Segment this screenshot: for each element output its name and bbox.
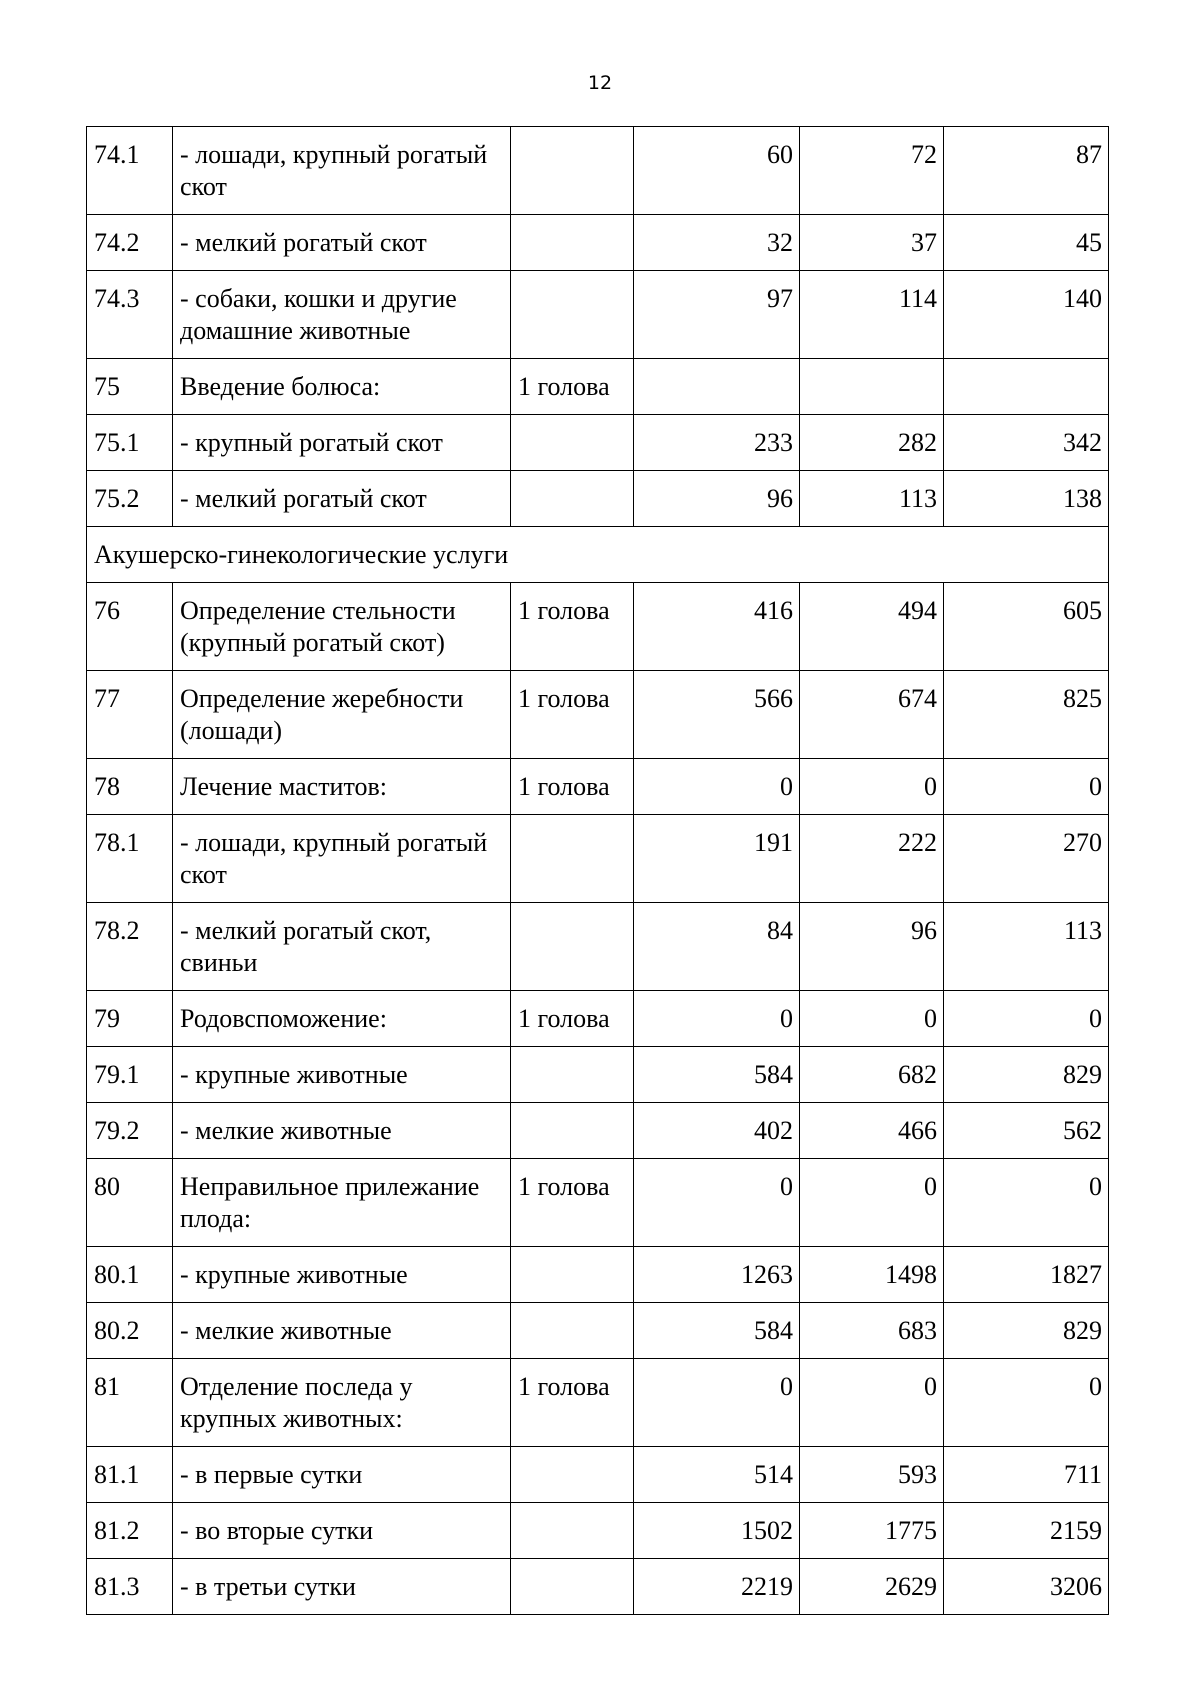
unit-cell: 1 голова — [511, 583, 634, 671]
unit-cell — [511, 1303, 634, 1359]
service-name-cell: Родовспоможение: — [173, 991, 511, 1047]
table-row — [87, 903, 1109, 991]
price-cell-1: 32 — [634, 215, 800, 271]
price-cell-2: 1775 — [800, 1503, 944, 1559]
unit-cell: 1 голова — [511, 1159, 634, 1247]
service-name-cell: - мелкий рогатый скот — [173, 471, 511, 527]
table-row — [87, 1159, 1109, 1247]
price-cell-1: 0 — [634, 1159, 800, 1247]
price-cell-2: 593 — [800, 1447, 944, 1503]
price-cell-3 — [944, 359, 1109, 415]
price-cell-3: 0 — [944, 1359, 1109, 1447]
price-cell-3: 829 — [944, 1303, 1109, 1359]
unit-cell — [511, 1559, 634, 1615]
table-row — [87, 583, 1109, 671]
price-cell-1: 0 — [634, 1359, 800, 1447]
table-row — [87, 415, 1109, 471]
price-cell-3: 270 — [944, 815, 1109, 903]
item-number-cell: 81 — [87, 1359, 173, 1447]
table-row — [87, 815, 1109, 903]
table-row — [87, 471, 1109, 527]
price-cell-1: 2219 — [634, 1559, 800, 1615]
price-cell-3: 113 — [944, 903, 1109, 991]
unit-cell: 1 голова — [511, 991, 634, 1047]
price-cell-2: 113 — [800, 471, 944, 527]
unit-cell — [511, 215, 634, 271]
service-name-cell: - в третьи сутки — [173, 1559, 511, 1615]
price-cell-2: 96 — [800, 903, 944, 991]
price-cell-3: 342 — [944, 415, 1109, 471]
price-cell-2: 1498 — [800, 1247, 944, 1303]
item-number-cell: 74.2 — [87, 215, 173, 271]
table-row — [87, 215, 1109, 271]
unit-cell — [511, 1103, 634, 1159]
service-name-cell: - мелкий рогатый скот, свиньи — [173, 903, 511, 991]
price-cell-2: 674 — [800, 671, 944, 759]
price-cell-3: 0 — [944, 1159, 1109, 1247]
service-name-cell: Неправильное прилежание плода: — [173, 1159, 511, 1247]
item-number-cell: 79.1 — [87, 1047, 173, 1103]
service-name-cell: Лечение маститов: — [173, 759, 511, 815]
item-number-cell: 74.1 — [87, 127, 173, 215]
table-row — [87, 991, 1109, 1047]
price-cell-3: 45 — [944, 215, 1109, 271]
service-name-cell: - крупный рогатый скот — [173, 415, 511, 471]
price-cell-3: 711 — [944, 1447, 1109, 1503]
price-cell-1: 402 — [634, 1103, 800, 1159]
table-row — [87, 671, 1109, 759]
price-cell-1: 97 — [634, 271, 800, 359]
item-number-cell: 75 — [87, 359, 173, 415]
table-row — [87, 1247, 1109, 1303]
price-cell-3: 825 — [944, 671, 1109, 759]
item-number-cell: 78 — [87, 759, 173, 815]
price-cell-1: 60 — [634, 127, 800, 215]
unit-cell — [511, 1247, 634, 1303]
table-row — [87, 759, 1109, 815]
service-name-cell: - собаки, кошки и другие домашние животные — [173, 271, 511, 359]
price-cell-1: 233 — [634, 415, 800, 471]
item-number-cell: 81.3 — [87, 1559, 173, 1615]
service-name-cell: - лошади, крупный рогатый скот — [173, 127, 511, 215]
price-cell-3: 3206 — [944, 1559, 1109, 1615]
item-number-cell: 76 — [87, 583, 173, 671]
table-row — [87, 1559, 1109, 1615]
table-row — [87, 1303, 1109, 1359]
price-cell-2: 282 — [800, 415, 944, 471]
table-row — [87, 1047, 1109, 1103]
unit-cell — [511, 1447, 634, 1503]
item-number-cell: 77 — [87, 671, 173, 759]
table-row — [87, 127, 1109, 215]
table-row — [87, 1503, 1109, 1559]
price-cell-2: 0 — [800, 991, 944, 1047]
unit-cell — [511, 1503, 634, 1559]
service-name-cell: Определение жеребности (лошади) — [173, 671, 511, 759]
price-cell-2: 114 — [800, 271, 944, 359]
price-cell-3: 1827 — [944, 1247, 1109, 1303]
section-title: Акушерско-гинекологические услуги — [87, 527, 1109, 583]
price-cell-3: 138 — [944, 471, 1109, 527]
table-body — [87, 127, 1109, 1615]
price-table — [86, 126, 1109, 1615]
price-cell-2: 222 — [800, 815, 944, 903]
service-name-cell: Определение стельности (крупный рогатый скот) — [173, 583, 511, 671]
unit-cell — [511, 415, 634, 471]
section-header-row — [87, 527, 1109, 583]
price-cell-2: 494 — [800, 583, 944, 671]
unit-cell: 1 голова — [511, 359, 634, 415]
price-cell-1: 96 — [634, 471, 800, 527]
price-cell-2: 466 — [800, 1103, 944, 1159]
price-cell-3: 140 — [944, 271, 1109, 359]
price-cell-1: 514 — [634, 1447, 800, 1503]
item-number-cell: 74.3 — [87, 271, 173, 359]
unit-cell: 1 голова — [511, 759, 634, 815]
unit-cell — [511, 1047, 634, 1103]
service-name-cell: - крупные животные — [173, 1047, 511, 1103]
service-name-cell: - лошади, крупный рогатый скот — [173, 815, 511, 903]
price-cell-2: 0 — [800, 1159, 944, 1247]
item-number-cell: 80.2 — [87, 1303, 173, 1359]
item-number-cell: 81.1 — [87, 1447, 173, 1503]
price-cell-1: 584 — [634, 1047, 800, 1103]
unit-cell — [511, 903, 634, 991]
table-row — [87, 1359, 1109, 1447]
item-number-cell: 78.1 — [87, 815, 173, 903]
price-cell-1: 1263 — [634, 1247, 800, 1303]
price-cell-3: 562 — [944, 1103, 1109, 1159]
item-number-cell: 75.1 — [87, 415, 173, 471]
price-cell-2: 37 — [800, 215, 944, 271]
price-cell-3: 0 — [944, 991, 1109, 1047]
item-number-cell: 79 — [87, 991, 173, 1047]
unit-cell — [511, 271, 634, 359]
price-cell-1: 416 — [634, 583, 800, 671]
price-cell-2: 682 — [800, 1047, 944, 1103]
price-cell-1: 0 — [634, 759, 800, 815]
price-cell-1 — [634, 359, 800, 415]
service-name-cell: - мелкие животные — [173, 1303, 511, 1359]
price-cell-3: 829 — [944, 1047, 1109, 1103]
table-row — [87, 1103, 1109, 1159]
price-cell-1: 191 — [634, 815, 800, 903]
price-cell-3: 605 — [944, 583, 1109, 671]
service-name-cell: - крупные животные — [173, 1247, 511, 1303]
table-row — [87, 271, 1109, 359]
unit-cell: 1 голова — [511, 1359, 634, 1447]
price-cell-3: 0 — [944, 759, 1109, 815]
table-row — [87, 359, 1109, 415]
price-cell-2: 0 — [800, 1359, 944, 1447]
service-name-cell: Отделение последа у крупных животных: — [173, 1359, 511, 1447]
price-cell-2 — [800, 359, 944, 415]
service-name-cell: - мелкий рогатый скот — [173, 215, 511, 271]
unit-cell — [511, 471, 634, 527]
price-cell-2: 72 — [800, 127, 944, 215]
price-cell-1: 584 — [634, 1303, 800, 1359]
price-cell-1: 1502 — [634, 1503, 800, 1559]
price-cell-3: 87 — [944, 127, 1109, 215]
service-name-cell: - мелкие животные — [173, 1103, 511, 1159]
price-cell-1: 566 — [634, 671, 800, 759]
price-cell-2: 0 — [800, 759, 944, 815]
service-name-cell: Введение болюса: — [173, 359, 511, 415]
item-number-cell: 78.2 — [87, 903, 173, 991]
item-number-cell: 79.2 — [87, 1103, 173, 1159]
price-cell-1: 0 — [634, 991, 800, 1047]
page-number: 12 — [587, 72, 613, 94]
service-name-cell: - в первые сутки — [173, 1447, 511, 1503]
unit-cell: 1 голова — [511, 671, 634, 759]
unit-cell — [511, 127, 634, 215]
item-number-cell: 81.2 — [87, 1503, 173, 1559]
item-number-cell: 75.2 — [87, 471, 173, 527]
price-cell-2: 683 — [800, 1303, 944, 1359]
item-number-cell: 80.1 — [87, 1247, 173, 1303]
unit-cell — [511, 815, 634, 903]
price-cell-3: 2159 — [944, 1503, 1109, 1559]
item-number-cell: 80 — [87, 1159, 173, 1247]
table-row — [87, 1447, 1109, 1503]
price-cell-2: 2629 — [800, 1559, 944, 1615]
service-name-cell: - во вторые сутки — [173, 1503, 511, 1559]
price-cell-1: 84 — [634, 903, 800, 991]
